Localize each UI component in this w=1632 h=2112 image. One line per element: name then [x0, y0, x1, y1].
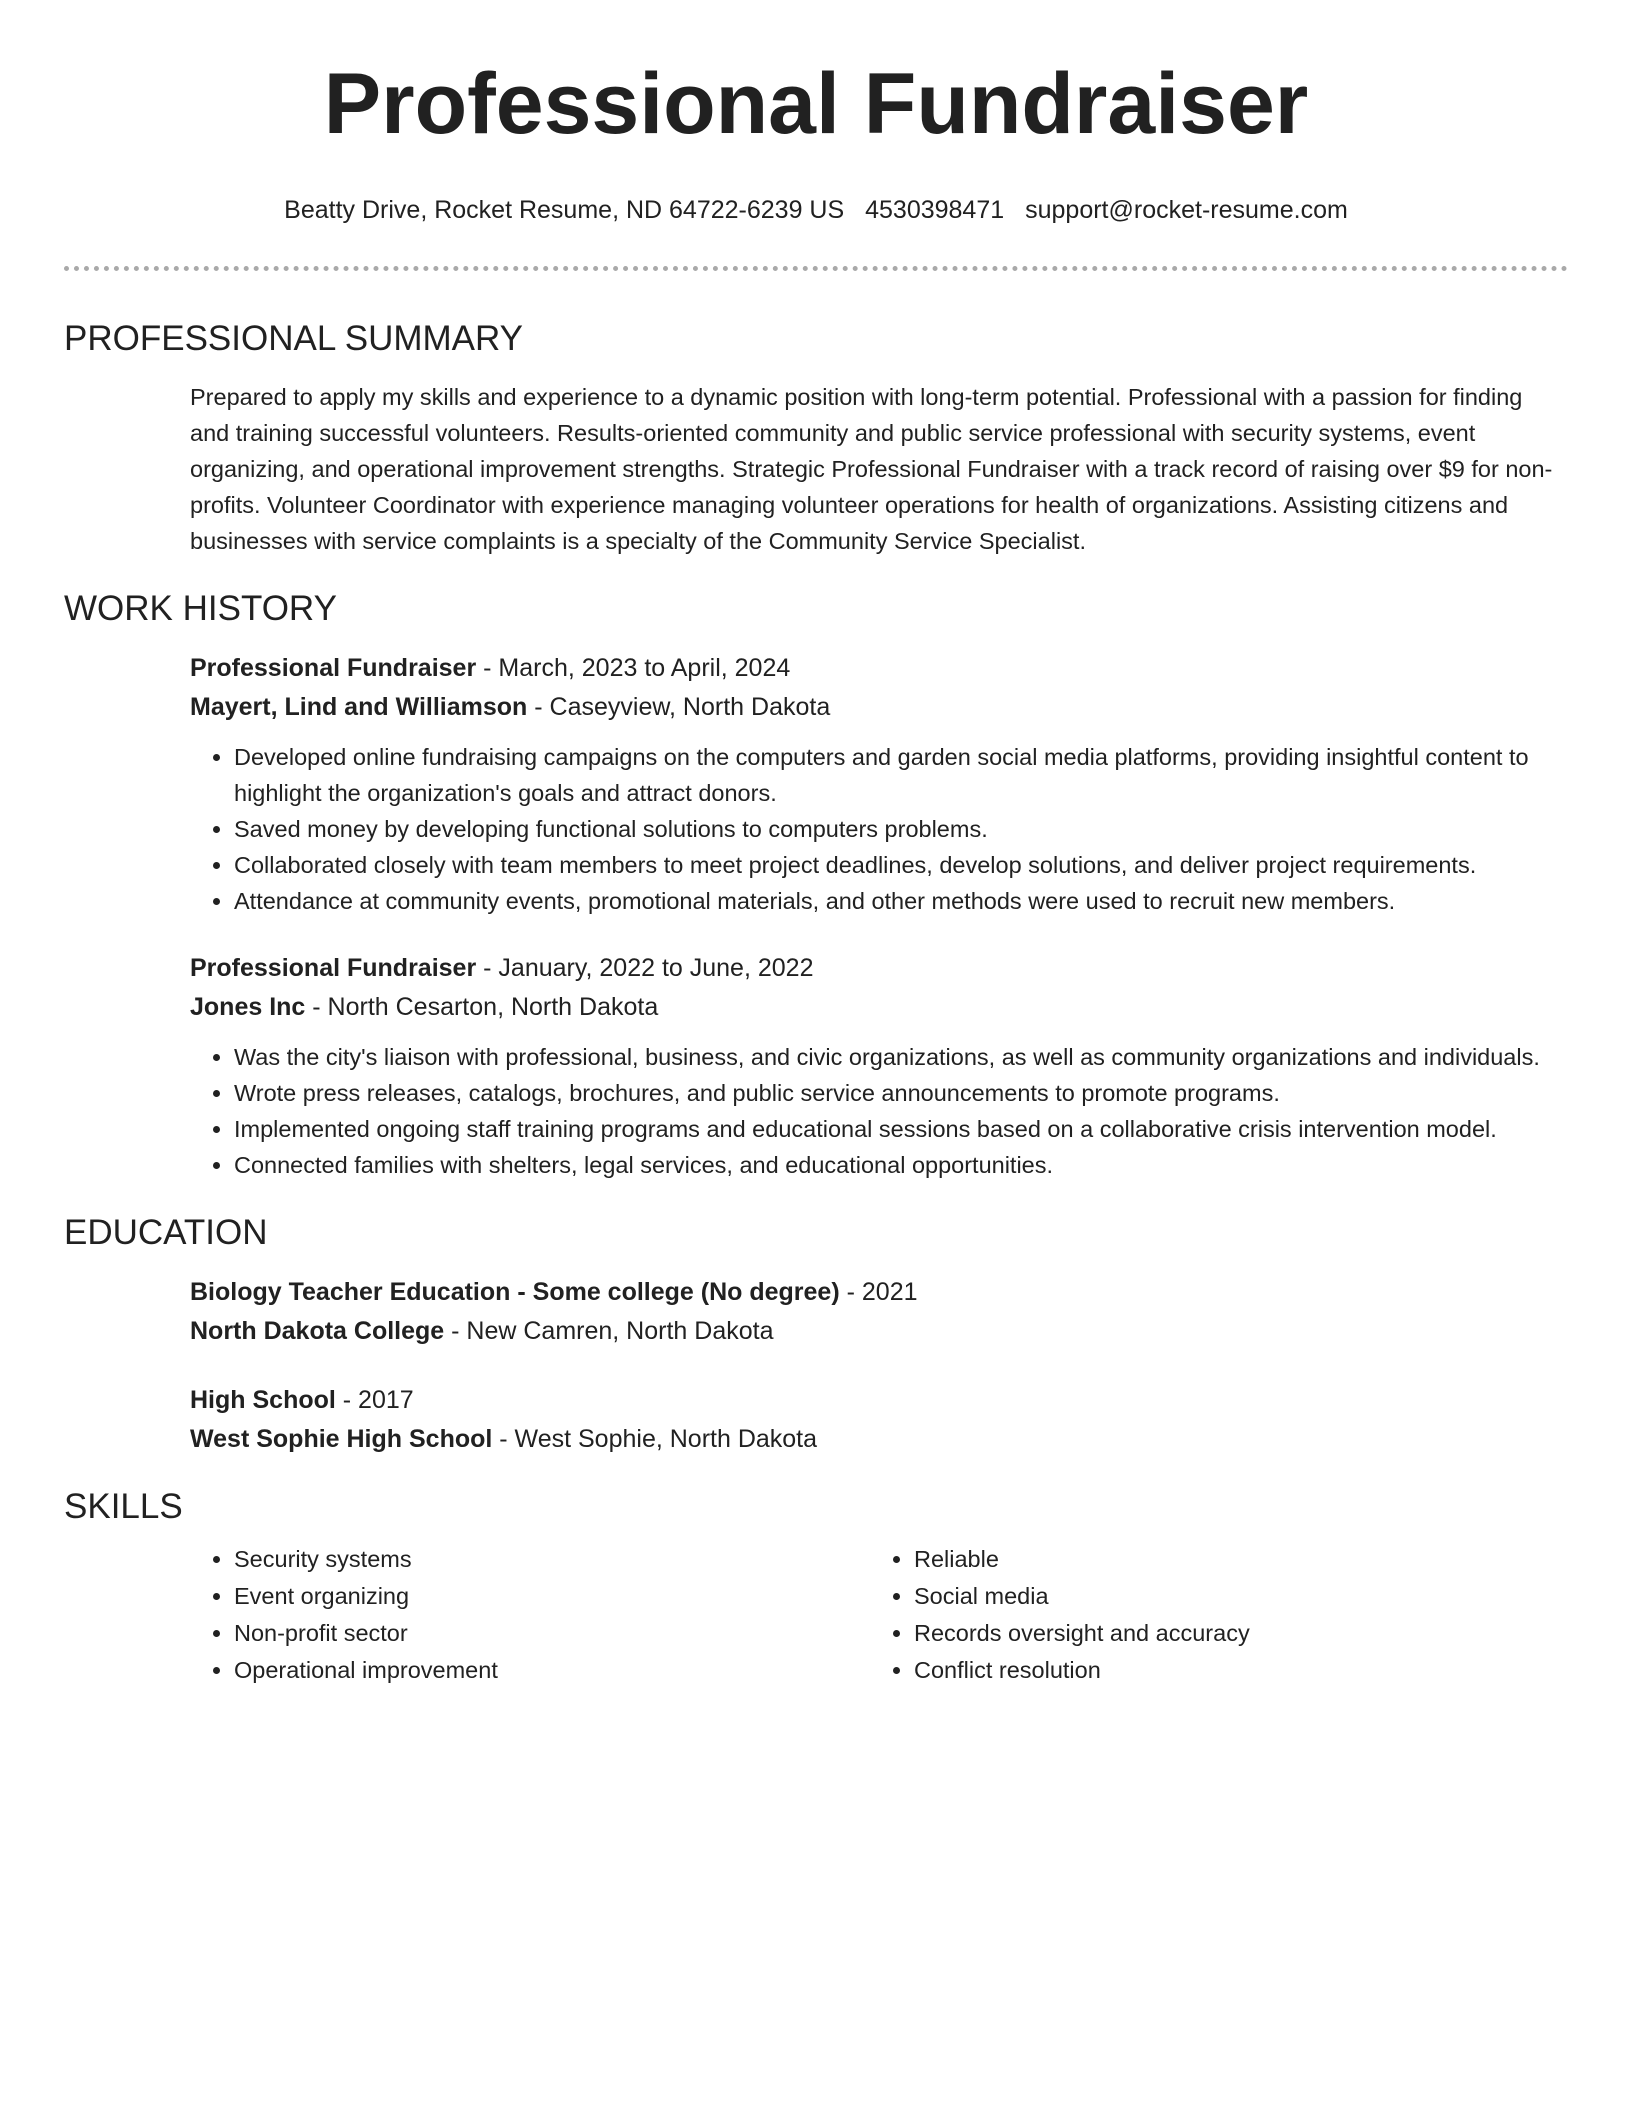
education-heading: EDUCATION	[64, 1213, 268, 1252]
job-company-line	[190, 688, 1568, 727]
skill-item: • Security systems	[234, 1541, 870, 1578]
job-title-line	[190, 649, 1568, 688]
education-school: North Dakota College	[190, 1317, 445, 1345]
job-bullet: • Implemented ongoing staff training programs and educational sessions based on a collaborative crisis intervention model.	[234, 1111, 1568, 1147]
education-degree: Biology Teacher Education - Some college (No degree)	[190, 1278, 840, 1306]
education-school: West Sophie High School	[190, 1425, 493, 1453]
education-location: - West Sophie, North Dakota	[492, 1425, 818, 1453]
job-dates: - January, 2022 to June, 2022	[476, 954, 814, 982]
email-text: support@rocket-resume.com	[1025, 196, 1348, 224]
summary-text: Prepared to apply my skills and experience to a dynamic position with long-term potential. Professional with a passion for finding and training successful volunteers. Results-oriented community and public service professional with security systems, event organizing, and operational improvement strengths. Strategic Professional Fundraiser with a track record of raising over $9 for non-profits. Volunteer Coordinator with experience managing volunteer operations for health of organizations. Assisting citizens and businesses with service complaints is a specialty of the Community Service Specialist.	[190, 384, 1553, 554]
education-year: - 2021	[839, 1278, 918, 1306]
education-entry	[190, 1273, 1568, 1351]
education-school-line	[190, 1420, 1568, 1459]
education-degree-line	[190, 1273, 1568, 1312]
resume-page	[64, 0, 1568, 1689]
job-location: - Caseyview, North Dakota	[527, 693, 831, 721]
job-company: Jones Inc	[190, 993, 306, 1021]
education-degree: High School	[190, 1386, 336, 1414]
job-bullet: • Wrote press releases, catalogs, brochures, and public service announcements to promote programs.	[234, 1075, 1568, 1111]
skill-item: • Operational improvement	[234, 1652, 870, 1689]
job-entry	[190, 649, 1568, 919]
skill-item: • Non-profit sector	[234, 1615, 870, 1652]
contact-line	[64, 194, 1568, 226]
education-school-line	[190, 1312, 1568, 1351]
phone-text: 4530398471	[865, 196, 1005, 224]
job-bullet: • Attendance at community events, promotional materials, and other methods were used to recruit new members.	[234, 883, 1568, 919]
education-entry	[190, 1381, 1568, 1459]
job-role: Professional Fundraiser	[190, 654, 477, 682]
work-history-heading: WORK HISTORY	[64, 589, 337, 628]
skills-grid	[190, 1541, 1568, 1689]
job-bullet: • Saved money by developing functional solutions to computers problems.	[234, 811, 1568, 847]
skill-item: • Records oversight and accuracy	[914, 1615, 1550, 1652]
skills-column-right	[870, 1541, 1550, 1689]
job-company: Mayert, Lind and Williamson	[190, 693, 528, 721]
job-bullet: • Developed online fundraising campaigns on the computers and garden social media platforms, providing insightful content to highlight the organization's goals and attract donors.	[234, 739, 1568, 811]
skill-item: • Conflict resolution	[914, 1652, 1550, 1689]
job-title-line	[190, 949, 1568, 988]
address-text: Beatty Drive, Rocket Resume, ND 64722-6239 US	[284, 196, 845, 224]
skills-heading: SKILLS	[64, 1487, 183, 1526]
job-company-line	[190, 988, 1568, 1027]
job-dates: - March, 2023 to April, 2024	[476, 654, 791, 682]
education-location: - New Camren, North Dakota	[444, 1317, 774, 1345]
job-entry	[190, 949, 1568, 1183]
education-degree-line	[190, 1381, 1568, 1420]
candidate-name: Professional Fundraiser	[323, 56, 1309, 152]
skill-item: • Reliable	[914, 1541, 1550, 1578]
job-bullet: • Collaborated closely with team members to meet project deadlines, develop solutions, and deliver project requirements.	[234, 847, 1568, 883]
job-role: Professional Fundraiser	[190, 954, 477, 982]
job-bullets	[190, 739, 1568, 919]
job-bullets	[190, 1039, 1568, 1183]
skills-column-left	[190, 1541, 870, 1689]
skill-item: • Social media	[914, 1578, 1550, 1615]
job-bullet: • Was the city's liaison with professional, business, and civic organizations, as well as community organizations and individuals.	[234, 1039, 1568, 1075]
summary-heading: PROFESSIONAL SUMMARY	[64, 319, 523, 358]
skill-item: • Event organizing	[234, 1578, 870, 1615]
job-bullet: • Connected families with shelters, legal services, and educational opportunities.	[234, 1147, 1568, 1183]
education-year: - 2017	[335, 1386, 414, 1414]
job-location: - North Cesarton, North Dakota	[305, 993, 659, 1021]
header-divider	[64, 266, 1568, 271]
